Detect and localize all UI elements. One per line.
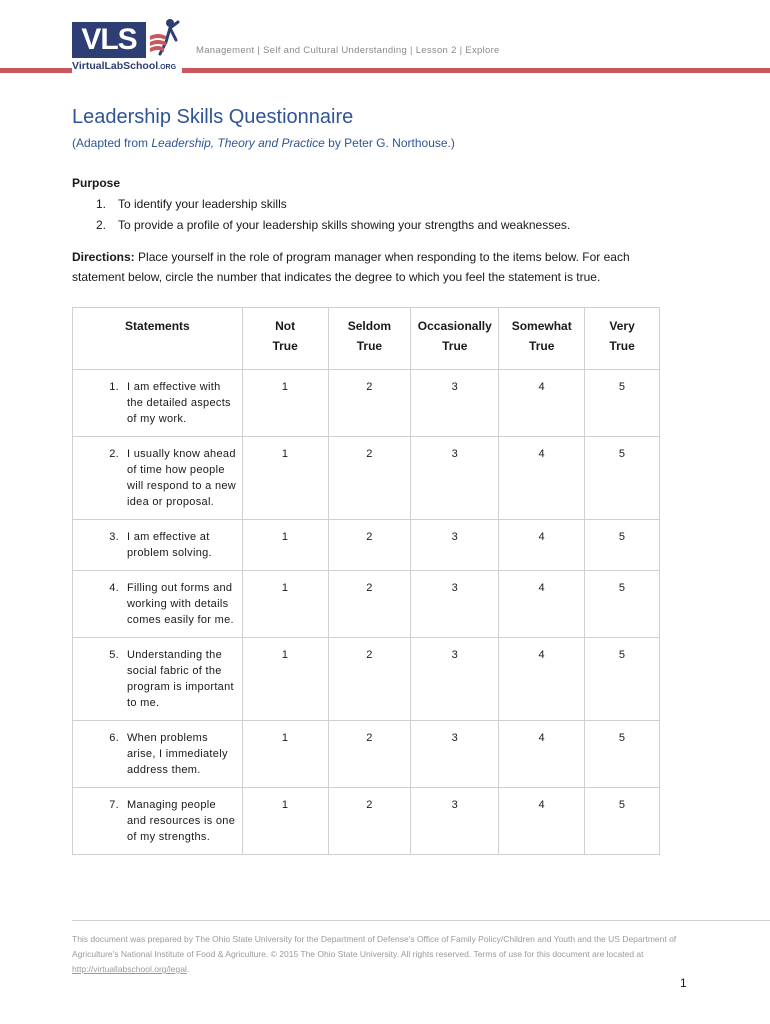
score-option[interactable]: 4 [499,571,585,638]
col-header-very-true: Very True [585,308,660,370]
header-rule-left [0,68,72,73]
statement-number: 5. [109,649,119,661]
vls-logo[interactable] [72,18,182,76]
score-option[interactable]: 4 [499,721,585,788]
statement-cell [73,638,243,721]
page-title: Leadership Skills Questionnaire [72,106,354,128]
score-option[interactable]: 5 [585,520,660,571]
table-row [73,437,660,520]
header-rule-right [182,68,770,73]
score-option[interactable]: 1 [242,520,328,571]
score-option[interactable]: 5 [585,788,660,855]
purpose-item: 1. To identify your leadership skills [96,197,287,211]
footer-text: This document was prepared by The Ohio State University for the Department of Defense's Office of Family Policy/Children and Youth and the US Department of Agriculture's National Institute of Food & Agriculture. © 2015 The Ohio State University. All rights reserved. Terms of use for this document are located at http://virtuallabschool.org/legal. [72,934,677,974]
page-number: 1 [680,976,687,990]
col-header-not-true: Not True [242,308,328,370]
table-row [73,721,660,788]
score-option[interactable]: 2 [328,721,411,788]
score-option[interactable]: 5 [585,721,660,788]
col-header-occasionally-true: Occasionally True [411,308,499,370]
statement-cell [73,571,243,638]
statement-text: I am effective with the detailed aspects of my work. [127,381,231,425]
score-option[interactable]: 1 [242,788,328,855]
purpose-heading: Purpose [72,176,121,190]
score-option[interactable]: 3 [411,370,499,437]
score-option[interactable]: 2 [328,638,411,721]
table-row [73,638,660,721]
directions-paragraph: Directions: Place yourself in the role of program manager when responding to the items below. For each statement below, circle the number that indicates the degree to which you feel the statement is true. [72,250,630,284]
statement-text: I usually know ahead of time how people will respond to a new idea or proposal. [127,448,237,508]
statement-cell [73,370,243,437]
score-option[interactable]: 4 [499,788,585,855]
score-option[interactable]: 1 [242,721,328,788]
statement-text: When problems arise, I immediately address them. [127,732,228,776]
score-option[interactable]: 5 [585,370,660,437]
logo-subtitle: VirtualLabSchool.ORG [72,60,177,72]
footer-rule [72,920,770,921]
statement-number: 2. [109,448,119,460]
score-option[interactable]: 5 [585,437,660,520]
score-option[interactable]: 5 [585,571,660,638]
table-row [73,520,660,571]
score-option[interactable]: 1 [242,638,328,721]
score-option[interactable]: 2 [328,520,411,571]
col-header-seldom-true: Seldom True [328,308,411,370]
statement-cell [73,721,243,788]
statement-text: I am effective at problem solving. [127,531,212,559]
statement-number: 7. [109,799,119,811]
score-option[interactable]: 1 [242,437,328,520]
statement-number: 6. [109,732,119,744]
score-option[interactable]: 3 [411,437,499,520]
col-header-somewhat-true: Somewhat True [499,308,585,370]
statement-number: 3. [109,531,119,543]
statement-text: Understanding the social fabric of the program is important to me. [127,649,234,709]
statement-cell [73,520,243,571]
statement-number: 4. [109,582,119,594]
table-row [73,571,660,638]
score-option[interactable]: 2 [328,571,411,638]
page-header [0,0,770,80]
statement-cell [73,788,243,855]
score-option[interactable]: 3 [411,571,499,638]
score-option[interactable]: 4 [499,370,585,437]
statement-text: Filling out forms and working with details comes easily for me. [127,582,234,626]
statement-text: Managing people and resources is one of my strengths. [127,799,236,843]
statement-cell [73,437,243,520]
score-option[interactable]: 3 [411,520,499,571]
statement-number: 1. [109,381,119,393]
logo-wordmark: VLS [72,22,146,58]
score-option[interactable]: 4 [499,638,585,721]
score-option[interactable]: 2 [328,370,411,437]
legal-link[interactable]: http://virtuallabschool.org/legal [72,964,187,974]
table-row [73,788,660,855]
score-option[interactable]: 2 [328,437,411,520]
purpose-list [96,195,570,237]
score-option[interactable]: 2 [328,788,411,855]
purpose-item: 2. To provide a profile of your leadership skills showing your strengths and weaknesses. [96,218,571,232]
score-option[interactable]: 1 [242,370,328,437]
table-header-row [73,308,660,370]
score-option[interactable]: 3 [411,721,499,788]
score-option[interactable]: 5 [585,638,660,721]
breadcrumb: Management | Self and Cultural Understanding | Lesson 2 | Explore [196,45,500,56]
table-row [73,370,660,437]
score-option[interactable]: 1 [242,571,328,638]
score-option[interactable]: 4 [499,520,585,571]
col-header-statements: Statements [73,308,243,370]
score-option[interactable]: 3 [411,788,499,855]
score-option[interactable]: 4 [499,437,585,520]
score-option[interactable]: 3 [411,638,499,721]
page-subtitle: (Adapted from Leadership, Theory and Practice by Peter G. Northouse.) [72,136,455,150]
flag-figure-icon [148,18,182,58]
questionnaire-table [72,307,660,855]
